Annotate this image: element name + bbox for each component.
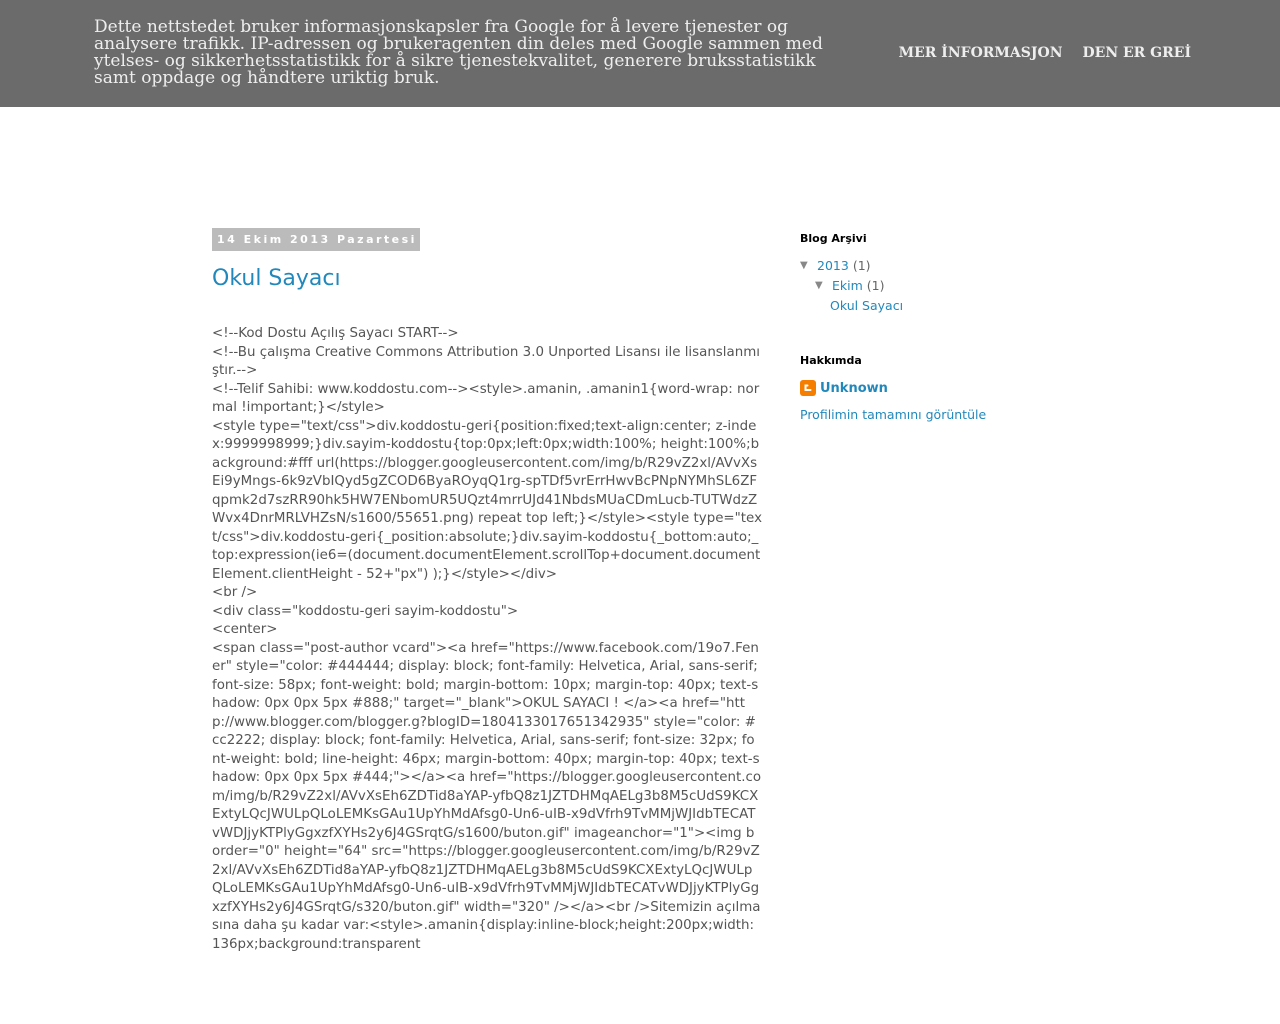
collapse-triangle-icon[interactable]: ▼ [800,260,808,271]
more-info-button[interactable]: MER İNFORMASJON [898,45,1063,61]
blog-archive-widget [800,232,1060,314]
archive-month-row [800,278,1060,294]
post-body-line: <!--Telif Sahibi: www.koddostu.com--><style>.amanin, .amanin1{word-wrap: normal !important;}</style> [212,381,760,415]
archive-year-link[interactable]: 2013 [817,258,849,273]
blog-archive-title: Blog Arşivi [800,232,867,245]
archive-month-link[interactable]: Ekim [832,278,863,293]
post-body-line: <div class="koddostu-geri sayim-koddostu"> [212,603,519,619]
accept-cookies-button[interactable]: DEN ER GREİ [1082,45,1191,61]
cookie-notice-text: Dette nettstedet bruker informasjonskapsler fra Google for å levere tjenester og analysere trafikk. IP-adressen og brukeragenten din deles med Google sammen med ytelses- og sikkerhetsstatistikk for å sikre tjenestekvalitet, generere bruksstatistikk samt oppdage og håndtere uriktig bruk. [94,17,823,88]
post-body-line: <br /> [212,585,258,600]
post-body [212,325,762,954]
profile-row [800,380,1060,396]
blogger-icon [800,380,816,396]
post-body-line: <center> [212,622,278,637]
archive-year-row [800,258,1060,274]
post-body-line: <span class="post-author vcard"><a href="https://www.facebook.com/19o7.Fener" style="color: #444444; display: block; font-family: Helvetica, Arial, sans-serif; font-size: 58px; font-weight: bold; margin-bottom: 10px; margin-top: 40px; text-shadow: 0px 0px 5px #888;" target="_blank">OKUL SAYACI ! </a><a href="http://www.blogger.com/blogger.g?blogID=1804133017651342935" style="color: #cc2222; display: block; font-family: Helvetica, Arial, sans-serif; font-size: 32px; font-weight: bold; line-height: 46px; margin-bottom: 40px; margin-top: 40px; text-shadow: 0px 0px 5px #444;"></a><a href="https://blogger.googleusercontent.com/img/b/R29vZ2xl/AVvXsEh6ZDTid8aYAP-yfbQ8z1JZTDHMqAELg3b8M5cUdS9KCXExtyLQcJWULpQLoLEMKsGAu1UpYhMdAfsg0-Un6-uIB-x9dVfrh9TvMMjWJIdbTECATvWDJjyKTPlyGgxzfXYHs2y6J4GSrqtG/s1600/buton.gif" imageanchor="1"><img border="0" height="64" src="https://blogger.googleusercontent.com/img/b/R29vZ2xl/AVvXsEh6ZDTid8aYAP-yfbQ8z1JZTDHMqAELg3b8M5cUdS9KCXExtyLQcJWULpQLoLEMKsGAu1UpYhMdAfsg0-Un6-uIB-x9dVfrh9TvMMjWJIdbTECATvWDJjyKTPlyGgxzfXYHs2y6J4GSrqtG/s320/buton.gif" width="320" /></a><br />Sitemizin açılmasına daha şu kadar var:<style>.amanin{display:inline-block;height:200px;width:136px;background:transparent [212,640,762,952]
cookie-actions [899,45,1191,61]
view-full-profile-link[interactable]: Profilimin tamamını görüntüle [800,407,987,422]
post-body-line: <!--Bu çalışma Creative Commons Attribution 3.0 Unported Lisansı ile lisanslanmıştır.--> [212,344,760,378]
archive-post-link[interactable]: Okul Sayacı [830,298,904,313]
post-body-line: <style type="text/css">div.koddostu-geri{position:fixed;text-align:center; z-index:9999998999;}div.sayim-koddostu{top:0px;left:0px;width:100%; height:100%;background:#fff url(https://blogger.googleusercontent.com/img/b/R29vZ2xl/AVvXsEi9yMngs-6k9zVbIQyd5gZCOD6ByaROyqQ1rg-spTDf5vrErrHwvBcPNpNYMhSL6ZFqpmk2d7szRR90hk5HW7ENbomUR5UQzt4mrrUJd41NbdsMUaCDmLucb-TUTWdzZWvx4DnrMRLVHZsN/s1600/55651.png) repeat top left;}</style><style type="text/css">div.koddostu-geri{_position:absolute;}div.sayim-koddostu{_bottom:auto;_top:expression(ie6=(document.documentElement.scrollTop+document.documentElement.clientHeight - 52+"px") );}</style></div> [212,418,762,582]
collapse-triangle-icon[interactable]: ▼ [815,280,823,291]
archive-year-count: (1) [852,258,871,273]
about-title: Hakkımda [800,354,862,367]
sidebar [800,232,1060,464]
archive-post-row [800,298,1060,314]
post-title[interactable]: Okul Sayacı [212,266,341,291]
post-date-header: 14 Ekim 2013 Pazartesi [212,228,420,251]
post-body-line: <!--Kod Dostu Açılış Sayacı START--> [212,326,459,341]
archive-month-count: (1) [866,278,885,293]
profile-name-link[interactable]: Unknown [820,380,888,396]
post-column [212,228,762,954]
blogger-b-glyph-icon [803,383,813,393]
cookie-notice-bar [0,0,1280,107]
about-widget [800,354,1060,424]
